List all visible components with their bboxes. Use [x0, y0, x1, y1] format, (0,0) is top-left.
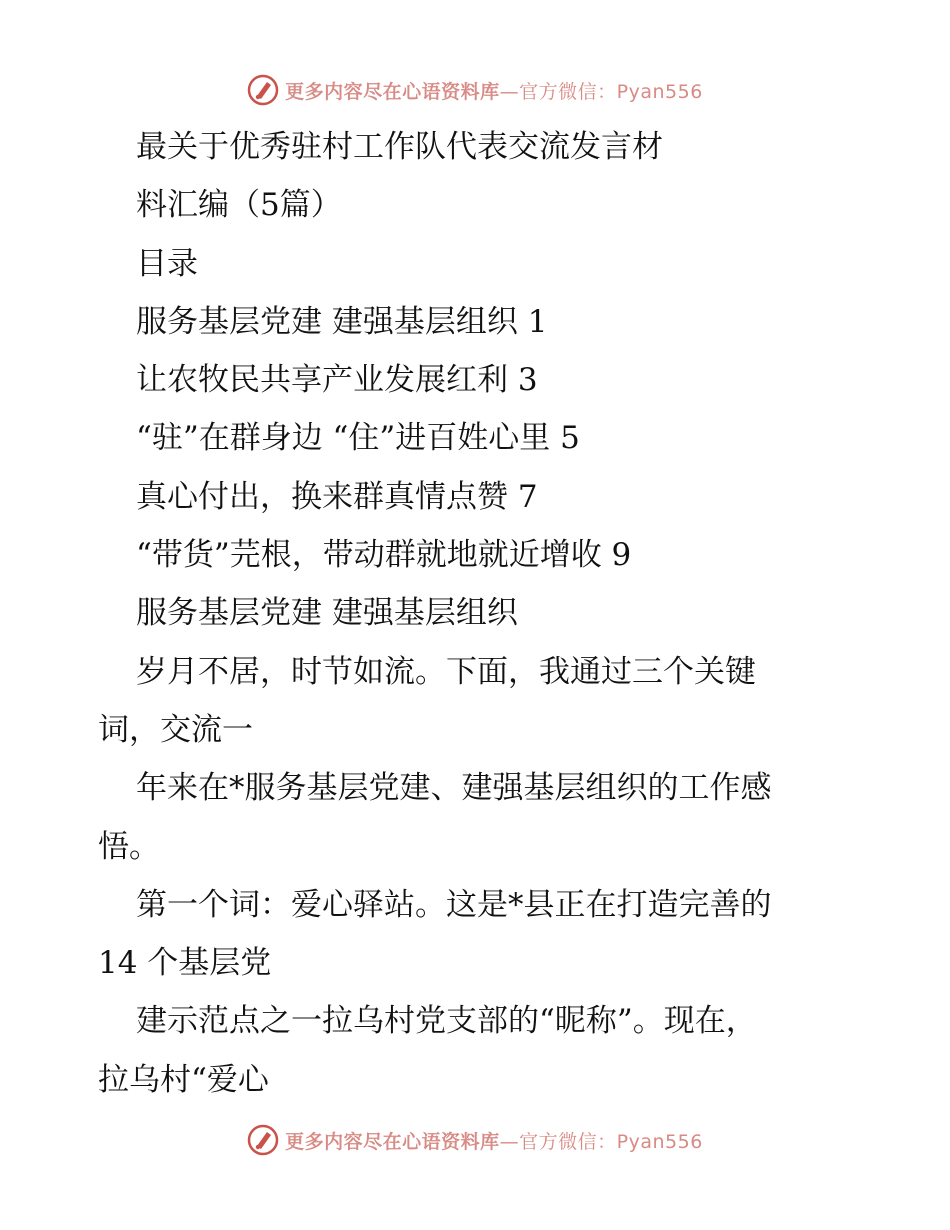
- toc-entry-2: 让农牧民共享产业发展红利 3: [136, 362, 538, 399]
- watermark-contact: —官方微信：Pyan556: [499, 1130, 703, 1153]
- paragraph-line: 拉乌村“爱心: [98, 1061, 269, 1098]
- document-body: [98, 118, 858, 1109]
- pen-logo-icon: [247, 74, 279, 106]
- paragraph-line: 年来在*服务基层党建、建强基层组织的工作感: [136, 770, 772, 807]
- watermark-contact: —官方微信：Pyan556: [499, 80, 703, 103]
- watermark-text: [285, 1127, 703, 1154]
- paragraph-line: 悟。: [98, 828, 160, 865]
- doc-title-line-1: 最关于优秀驻村工作队代表交流发言材: [136, 129, 663, 165]
- watermark-text: [285, 77, 703, 104]
- section-heading: 服务基层党建 建强基层组织: [136, 595, 518, 632]
- toc-entry-4: 真心付出，换来群真情点赞 7: [136, 478, 538, 515]
- watermark-footer: [0, 1120, 950, 1160]
- paragraph-line: 词，交流一: [98, 711, 253, 748]
- watermark-brand: 更多内容尽在心语资料库: [285, 1130, 500, 1153]
- doc-title-line-2: 料汇编（5篇）: [136, 187, 342, 224]
- toc-entry-5: “带货”芫根，带动群就地就近增收 9: [136, 537, 632, 574]
- paragraph-line: 建示范点之一拉乌村党支部的“昵称”。现在，: [136, 1003, 757, 1040]
- watermark-brand: 更多内容尽在心语资料库: [285, 80, 500, 103]
- watermark-header: [0, 70, 950, 110]
- paragraph-line: 岁月不居，时节如流。下面，我通过三个关键: [136, 653, 756, 690]
- toc-entry-1: 服务基层党建 建强基层组织 1: [136, 303, 548, 340]
- toc-heading: 目录: [136, 245, 198, 282]
- toc-entry-3: “驻”在群身边 “住”进百姓心里 5: [136, 420, 580, 457]
- paragraph-line: 第一个词：爱心驿站。这是*县正在打造完善的: [136, 886, 772, 923]
- paragraph-line: 14 个基层党: [98, 945, 272, 982]
- pen-logo-icon: [247, 1124, 279, 1156]
